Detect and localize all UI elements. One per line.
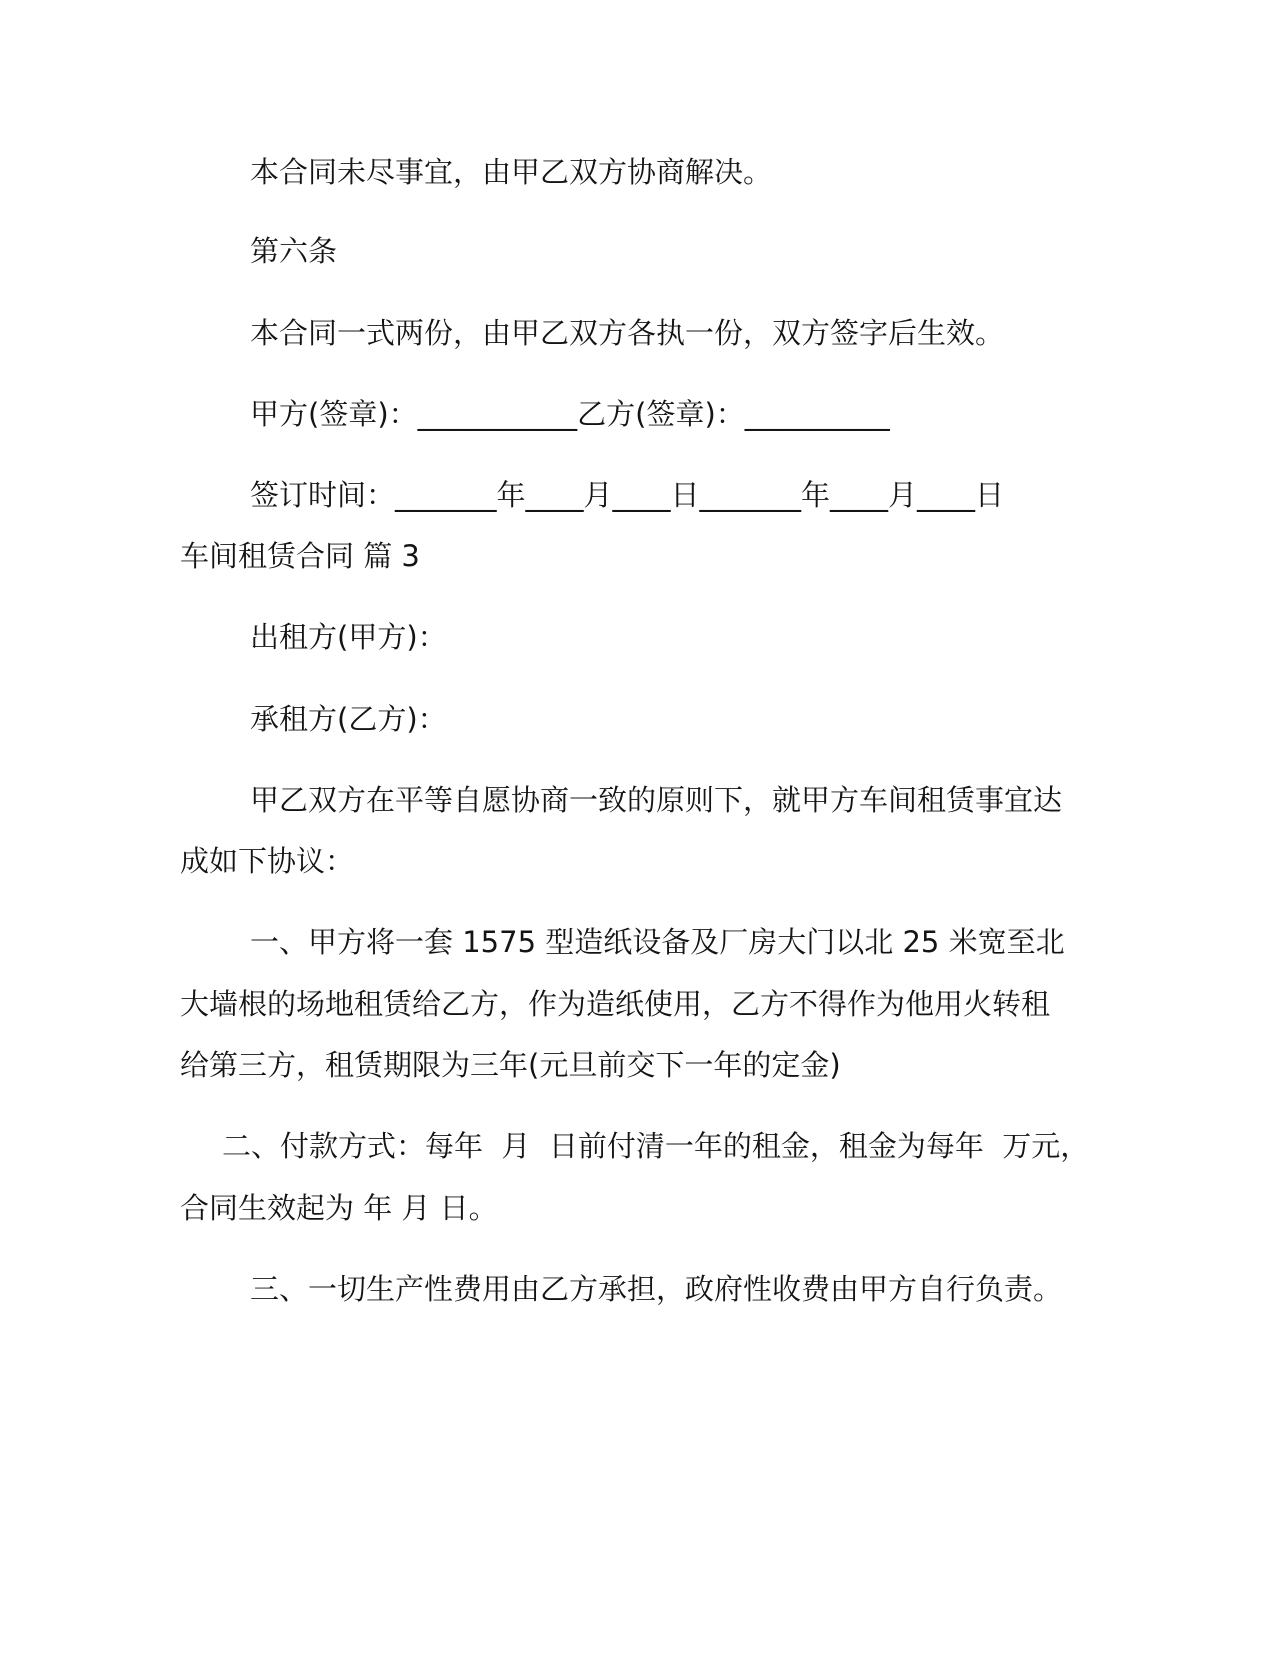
clause-line: 二、付款方式：每年 月 日前付清一年的租金，租金为每年 万元，: [222, 1129, 1090, 1163]
clause-line: 三、一切生产性费用由乙方承担，政府性收费由甲方自行负责。: [250, 1272, 1063, 1306]
lessor-line: 出租方(甲方)：: [250, 620, 447, 654]
clause-line: 大墙根的场地租赁给乙方，作为造纸使用，乙方不得作为他用火转租: [180, 987, 1051, 1021]
clause-line: 给第三方，租赁期限为三年(元旦前交下一年的定金): [180, 1048, 841, 1082]
section-heading: 车间租赁合同 篇 3: [180, 539, 420, 573]
article-heading: 第六条: [250, 234, 338, 268]
paragraph-line: 本合同未尽事宜，由甲乙双方协商解决。: [250, 155, 773, 189]
clause-line: 一、甲方将一套 1575 型造纸设备及厂房大门以北 25 米宽至北: [250, 925, 1065, 959]
signature-line: 甲方(签章)：___________乙方(签章)：__________: [250, 397, 890, 431]
clause-line: 合同生效起为 年 月 日。: [180, 1191, 498, 1225]
paragraph-line: 本合同一式两份，由甲乙双方各执一份，双方签字后生效。: [250, 316, 1005, 350]
lessee-line: 承租方(乙方)：: [250, 702, 447, 736]
signing-date-line: 签订时间：_______年____月____日_______年____月____日: [250, 478, 1005, 512]
paragraph-line: 甲乙双方在平等自愿协商一致的原则下，就甲方车间租赁事宜达: [250, 783, 1063, 817]
paragraph-line: 成如下协议：: [180, 844, 355, 878]
